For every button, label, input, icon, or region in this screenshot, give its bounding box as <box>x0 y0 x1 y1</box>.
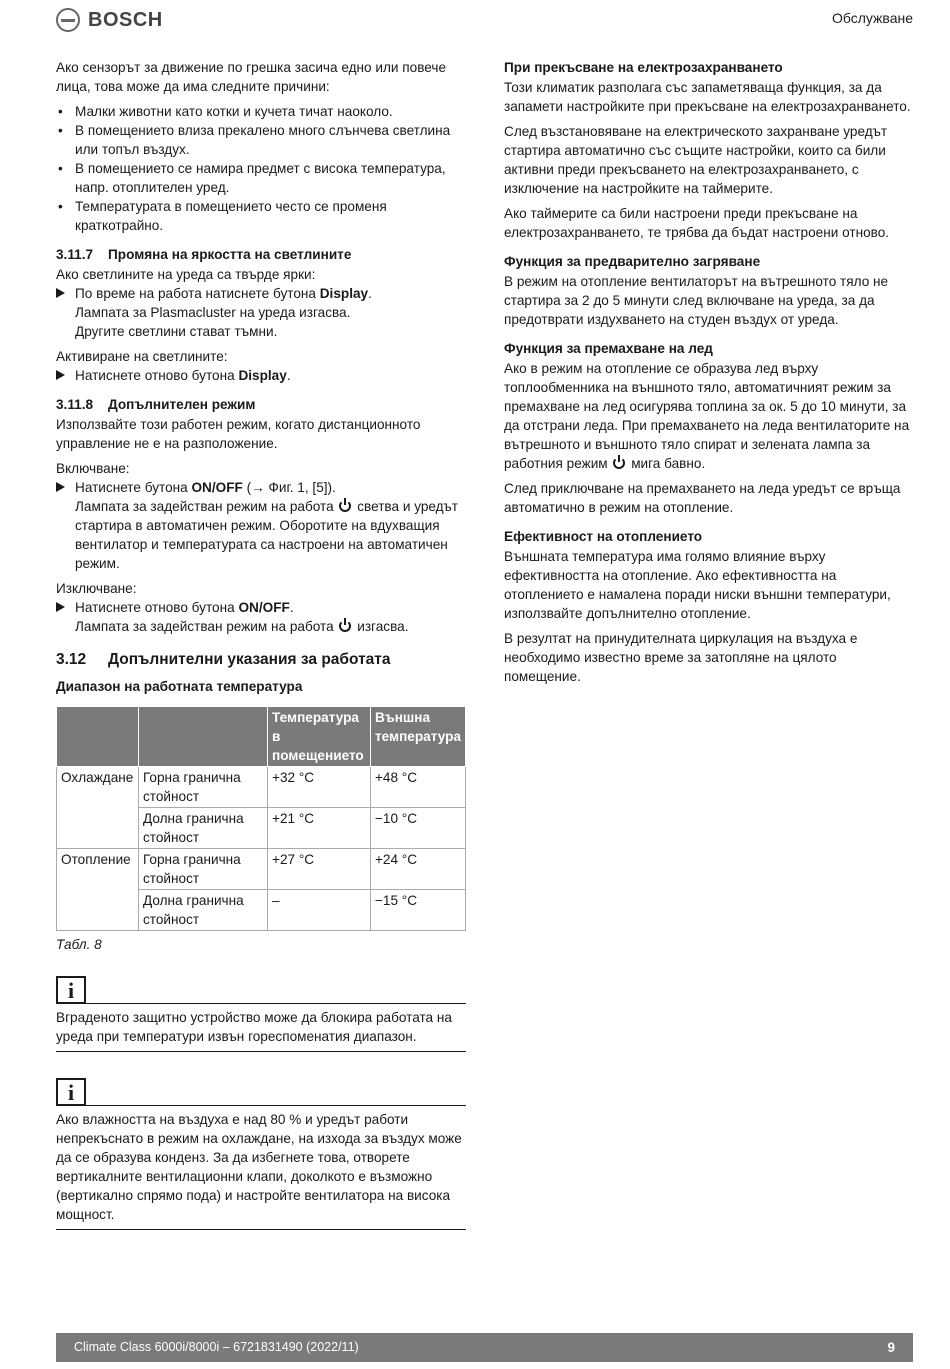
chapter-number: 3.12 <box>56 651 87 668</box>
chapter-heading <box>56 650 466 669</box>
step-item: Натиснете бутона ON/OFF (→ Фиг. 1, [5]). Лампата за задействан режим на работа светва и уредът стартира в автоматичен режим. Оборотите на вдухващия вентилатор и температурата са настроени на автоматичен режим. <box>56 478 466 573</box>
list-item: • Температурата в помещението често се променя краткотрайно. <box>56 197 466 235</box>
step-item: По време на работа натиснете бутона Display. Лампата за Plasmacluster на уреда изгасва. Другите светлини стават тъмни. <box>56 284 466 341</box>
temperature-range-table <box>56 706 466 931</box>
table-cell: Охлаждане <box>57 767 139 849</box>
paragraph: Включване: <box>56 461 130 476</box>
header-cell: Външна температура <box>370 707 465 767</box>
table-cell: +32 °C <box>268 767 371 808</box>
right-column <box>504 58 914 692</box>
section-number: 3.11.8 <box>56 397 94 412</box>
paragraph: Изключване: <box>56 581 137 596</box>
subsection-heading: Функция за премахване на лед <box>504 341 713 356</box>
list-item: • В помещението влиза прекалено много слънчева светлина или топъл въздух. <box>56 121 466 159</box>
intro-paragraph: Ако сензорът за движение по грешка засича едно или повече лица, това може да има следните причини: <box>56 60 447 94</box>
step-list <box>56 478 466 573</box>
section-heading <box>56 245 466 264</box>
table-cell: −15 °C <box>370 890 465 931</box>
power-icon <box>339 500 351 512</box>
step-arrow-icon <box>56 482 65 492</box>
table-cell: Горна гранична стойност <box>138 767 267 808</box>
table-title: Диапазон на работната температура <box>56 679 303 694</box>
table-cell: +21 °C <box>268 808 371 849</box>
table-header-row <box>57 707 466 767</box>
section-title: Допълнителен режим <box>108 397 256 412</box>
section-heading <box>56 395 466 414</box>
header-cell <box>57 707 139 767</box>
note-text: Ако влажността на въздуха е над 80 % и уредът работи непрекъснато в режим на охлаждане, на изхода за въздух може да се образува конденз. За да избегнете това, отворете вертикалните вентилационни клапи, доколкото е възможно (вертикално спрямо пода) и настройте вентилатора на висока мощност. <box>56 1106 466 1230</box>
paragraph: След възстановяване на електрическото захранване уредът стартира автоматично със същите настройки, които са били активни преди прекъсването на електрозахранването, с изключение на настройките на таймерите. <box>504 124 888 196</box>
note-header <box>56 1078 466 1106</box>
footer-doc-id: Climate Class 6000i/8000i – 6721831490 (2022/11) <box>74 1340 359 1354</box>
note-rule <box>86 1105 466 1106</box>
table-row <box>57 767 466 808</box>
subsection-heading: Функция за предварително загряване <box>504 254 761 269</box>
paragraph: В резултат на принудителната циркулация на въздуха е необходимо известно време за затопляне на цялото помещение. <box>504 631 858 684</box>
table-cell: Отопление <box>57 849 139 931</box>
bosch-logo <box>56 8 163 32</box>
display-button-label: Display <box>238 368 287 383</box>
subsection-heading: При прекъсване на електрозахранването <box>504 60 783 75</box>
display-button-label: Display <box>319 286 369 301</box>
step-list <box>56 366 466 385</box>
header-cell <box>138 707 267 767</box>
step-arrow-icon <box>56 602 65 612</box>
table-cell: −10 °C <box>370 808 465 849</box>
table-cell: +24 °C <box>370 849 465 890</box>
onoff-button-label: ON/OFF <box>238 600 290 615</box>
section-label: Обслужване <box>831 10 913 26</box>
table-cell: Долна гранична стойност <box>138 808 267 849</box>
subsection-heading: Ефективност на отоплението <box>504 529 703 544</box>
paragraph: Ако в режим на отопление се образува лед върху топлообменника на външното тяло, автоматичният режим за премахване на лед осигурява топлина за ок. 5 до 10 минути, за да отстрани леда. При премахването на леда вентилаторите на вътрешното и външното тяло спират и зелената лампа за работния режим мига бавно. <box>504 361 910 471</box>
left-column <box>56 58 466 1230</box>
table-cell: +48 °C <box>370 767 465 808</box>
info-icon: i <box>56 976 86 1004</box>
onoff-button-label: ON/OFF <box>191 480 243 495</box>
power-icon <box>613 457 625 469</box>
step-list <box>56 598 466 636</box>
paragraph: Използвайте този работен режим, когато дистанционното управление не е на разположение. <box>56 417 421 451</box>
table-cell: +27 °C <box>268 849 371 890</box>
bosch-armature-icon <box>56 8 80 32</box>
page-footer <box>56 1333 913 1362</box>
info-icon: i <box>56 1078 86 1106</box>
table-cell: – <box>268 890 371 931</box>
paragraph: Този климатик разполага със запаметяваща функция, за да запамети настройките при прекъсване на електрозахранването. <box>504 80 911 114</box>
table-row <box>57 849 466 890</box>
page-number: 9 <box>887 1340 895 1355</box>
note-header <box>56 976 466 1004</box>
cause-list <box>56 102 466 235</box>
step-item: Натиснете отново бутона ON/OFF. Лампата за задействан режим на работа изгасва. <box>56 598 466 636</box>
table-cell: Долна гранична стойност <box>138 890 267 931</box>
step-list <box>56 284 466 341</box>
paragraph: Външната температура има голямо влияние върху ефективността на отопление. Ако ефективността на отоплението е намалена поради ниски външни температури, използвайте допълнително отопление. <box>504 549 891 621</box>
paragraph: Ако светлините на уреда са твърде ярки: <box>56 267 316 282</box>
paragraph: Активиране на светлините: <box>56 349 228 364</box>
info-note <box>56 976 466 1052</box>
power-icon <box>339 620 351 632</box>
list-item: • В помещението се намира предмет с висока температура, напр. отоплителен уред. <box>56 159 466 197</box>
brand-name: BOSCH <box>88 8 163 31</box>
step-item: Натиснете отново бутона Display. <box>56 366 466 385</box>
table-caption: Табл. 8 <box>56 937 102 952</box>
paragraph: Ако таймерите са били настроени преди прекъсване на електрозахранването, те трябва да бъдат настроени отново. <box>504 206 890 240</box>
step-arrow-icon <box>56 370 65 380</box>
header-cell: Температура в помещението <box>268 707 371 767</box>
info-note <box>56 1078 466 1230</box>
note-text: Вграденото защитно устройство може да блокира работата на уреда при температури извън гореспоменатия диапазон. <box>56 1004 466 1052</box>
paragraph: След приключване на премахването на леда уредът се връща автоматично в режим на отопление. <box>504 481 901 515</box>
section-title: Промяна на яркостта на светлините <box>108 247 352 262</box>
note-rule <box>86 1003 466 1004</box>
paragraph: В режим на отопление вентилаторът на вътрешното тяло не стартира за 2 до 5 минути след включване на уреда, за да предотврати издухването на студен въздух от уреда. <box>504 274 889 327</box>
step-arrow-icon <box>56 288 65 298</box>
table-cell: Горна гранична стойност <box>138 849 267 890</box>
list-item: • Малки животни като котки и кучета тичат наоколо. <box>56 102 466 121</box>
chapter-title: Допълнителни указания за работата <box>108 651 391 668</box>
section-number: 3.11.7 <box>56 247 94 262</box>
